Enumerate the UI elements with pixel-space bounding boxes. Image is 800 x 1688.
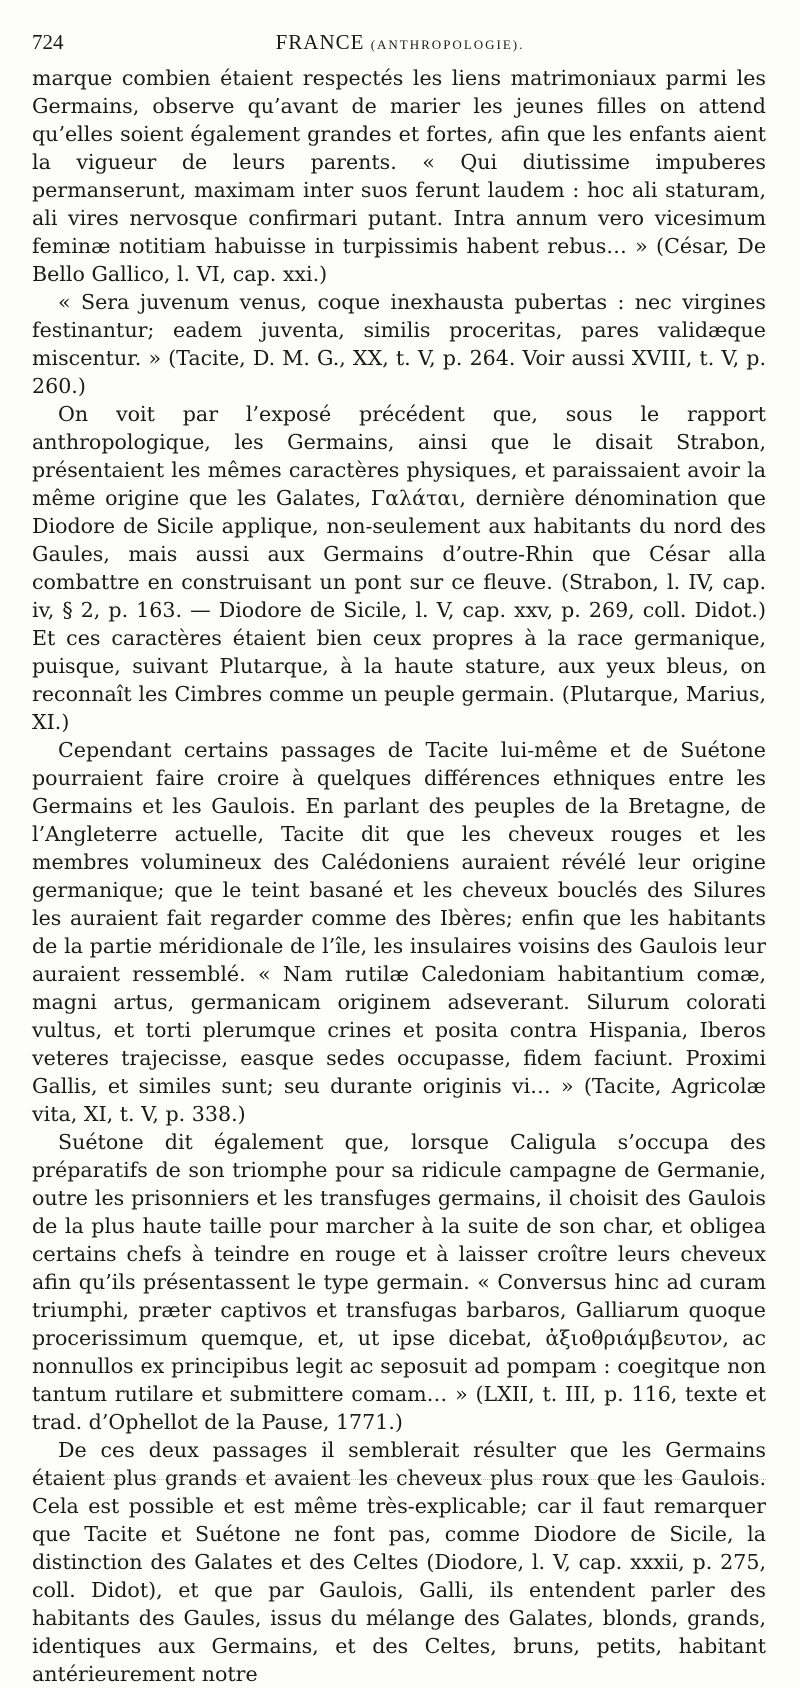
running-title-subtitle: (ANTHROPOLOGIE). bbox=[370, 37, 525, 52]
body-text bbox=[32, 64, 766, 1688]
paragraph-6: De ces deux passages il semblerait résulter que les Germains étaient plus grands et avaient les cheveux plus roux que les Gaulois. Cela est possible et est même très-explicable; car il faut remarquer que Tacite et Suétone ne font pas, comme Diodore de Sicile, la distinction des Galates et des Celtes (Diodore, l. V, cap. xxxii, p. 275, coll. Didot), et que par Gaulois, Galli, ils entendent parler des habitants des Gaules, issus du mélange des Galates, blonds, grands, identiques aux Germains, et des Celtes, bruns, petits, habitant antérieurement notre bbox=[32, 1438, 766, 1686]
paragraph-5: Suétone dit également que, lorsque Caligula s’occupa des préparatifs de son triomphe pour sa ridicule campagne de Germanie, outre les prisonniers et les transfuges germains, il choisit des Gaulois de la plus haute taille pour marcher à la suite de son char, et obligea certains chefs à teindre en rouge et à laisser croître leurs cheveux afin qu’ils présentassent le type germain. « Conversus hinc ad curam triumphi, præter captivos et transfugas barbaros, Galliarum quoque procerissimum quemque, et, ut ipse dicebat, ἀξιοθριάμβευτον, ac nonnullos ex principibus legit ac seposuit ad pompam : coegitque non tantum rutilare et submittere comam… » (LXII, t. III, p. 116, texte et trad. d’Ophellot de la Pause, 1771.) bbox=[32, 1130, 766, 1434]
footer-rule bbox=[32, 1479, 766, 1480]
running-title-main: FRANCE bbox=[275, 30, 365, 54]
running-title bbox=[32, 30, 768, 55]
page-number: 724 bbox=[32, 30, 64, 54]
paragraph-4: Cependant certains passages de Tacite lui-même et de Suétone pourraient faire croire à quelques différences ethniques entre les Germains et les Gaulois. En parlant des peuples de la Bretagne, de l’Angleterre actuelle, Tacite dit que les cheveux rouges et les membres volumineux des Calédoniens auraient révélé leur origine germanique; que le teint basané et les cheveux bouclés des Silures les auraient fait regarder comme des Ibères; enfin que les habitants de la partie méridionale de l’île, les insulaires voisins des Gaulois leur auraient ressemblé. « Nam rutilæ Caledoniam habitantium comæ, magni artus, germanicam originem adseverant. Silurum colorati vultus, et torti plerumque crines et posita contra Hispania, Iberos veteres trajecisse, easque sedes occupasse, fidem faciunt. Proximi Gallis, et similes sunt; seu durante originis vi… » (Tacite, Agricolæ vita, XI, t. V, p. 338.) bbox=[32, 738, 766, 1126]
paragraph-2: « Sera juvenum venus, coque inexhausta pubertas : nec virgines festinantur; eadem juventa, similis proceritas, pares validæque miscentur. » (Tacite, D. M. G., XX, t. V, p. 264. Voir aussi XVIII, t. V, p. 260.) bbox=[32, 290, 766, 398]
running-header bbox=[32, 30, 768, 60]
paragraph-3: On voit par l’exposé précédent que, sous le rapport anthropologique, les Germains, ainsi que le disait Strabon, présentaient les mêmes caractères physiques, et paraissaient avoir la même origine que les Galates, Γαλάται, dernière dénomination que Diodore de Sicile applique, non-seulement aux habitants du nord des Gaules, mais aussi aux Germains d’outre-Rhin que César alla combattre en construisant un pont sur ce fleuve. (Strabon, l. IV, cap. iv, § 2, p. 163. — Diodore de Sicile, l. V, cap. xxv, p. 269, coll. Didot.) Et ces caractères étaient bien ceux propres à la race germanique, puisque, suivant Plutarque, à la haute stature, aux yeux bleus, on reconnaît les Cimbres comme un peuple germain. (Plutarque, Marius, XI.) bbox=[32, 402, 766, 734]
paragraph-1: marque combien étaient respectés les liens matrimoniaux parmi les Germains, observe qu’avant de marier les jeunes filles on attend qu’elles soient également grandes et fortes, afin que les enfants aient la vigueur de leurs parents. « Qui diutissime impuberes permanserunt, maximam inter suos ferunt laudem : hoc ali staturam, ali vires nervosque confirmari putant. Intra annum vero vicesimum feminæ notitiam habuisse in turpissimis habent rebus… » (César, De Bello Gallico, l. VI, cap. xxi.) bbox=[32, 66, 766, 286]
